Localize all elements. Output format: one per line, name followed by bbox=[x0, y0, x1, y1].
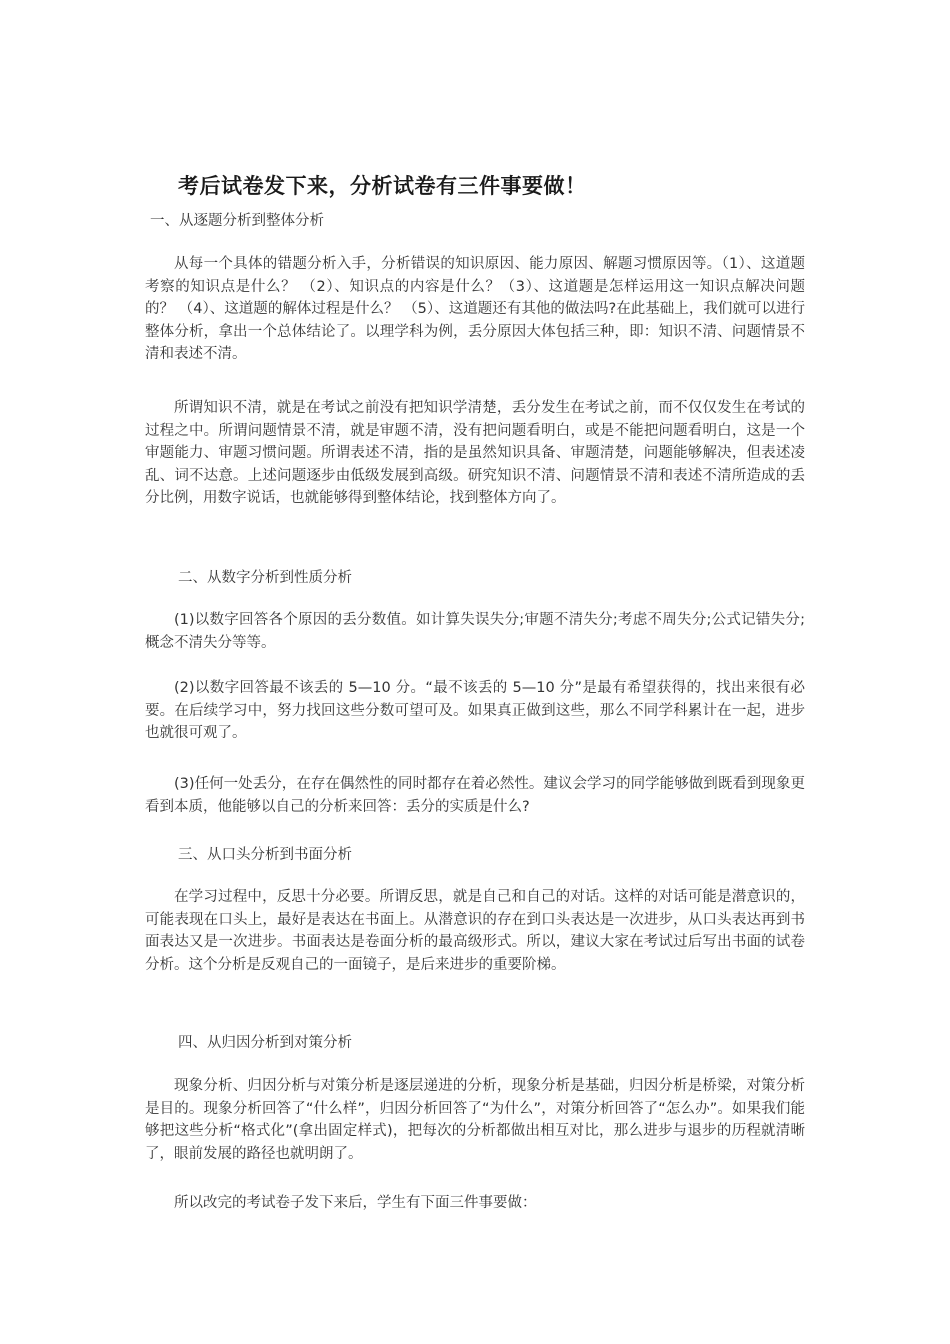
paragraph: 从每一个具体的错题分析入手，分析错误的知识原因、能力原因、解题习惯原因等。（1）、这道题考察的知识点是什么？ （2）、知识点的内容是什么？（3）、这道题是怎样运用这一知识点解决问题的？ （4）、这道题的解体过程是什么？ （5）、这道题还有其他的做法吗?在此基础上，我们就可以进行整体分析，拿出一个总体结论了。以理学科为例，丢分原因大体包括三种，即：知识不清、问题情景不清和表述不清。 bbox=[145, 256, 805, 362]
paragraph: 所谓知识不清，就是在考试之前没有把知识学清楚，丢分发生在考试之前，而不仅仅发生在考试的过程之中。所谓问题情景不清，就是审题不清，没有把问题看明白，或是不能把问题看明白，这是一个审题能力、审题习惯问题。所谓表述不清，指的是虽然知识具备、审题清楚，问题能够解决，但表述凌乱、词不达意。上述问题逐步由低级发展到高级。研究知识不清、问题情景不清和表述不清所造成的丢分比例，用数字说话，也就能够得到整体结论，找到整体方向了。 bbox=[145, 400, 805, 506]
document-title: 考后试卷发下来，分析试卷有三件事要做！ bbox=[178, 174, 587, 198]
section-heading-2: 二、从数字分析到性质分析 bbox=[178, 570, 352, 586]
section-heading-3: 三、从口头分析到书面分析 bbox=[178, 847, 352, 863]
paragraph: (1)以数字回答各个原因的丢分数值。如计算失误失分;审题不清失分;考虑不周失分;公式记错失分;概念不清失分等等。 bbox=[145, 612, 805, 651]
section-heading-4: 四、从归因分析到对策分析 bbox=[178, 1035, 352, 1051]
paragraph: 在学习过程中，反思十分必要。所谓反思，就是自己和自己的对话。这样的对话可能是潜意识的，可能表现在口头上，最好是表达在书面上。从潜意识的存在到口头表达是一次进步，从口头表达再到书面表达又是一次进步。书面表达是卷面分析的最高级形式。所以，建议大家在考试过后写出书面的试卷分析。这个分析是反观自己的一面镜子，是后来进步的重要阶梯。 bbox=[145, 889, 805, 973]
paragraph: (2)以数字回答最不该丢的 5—10 分。“最不该丢的 5—10 分”是最有希望获得的，找出来很有必要。在后续学习中，努力找回这些分数可望可及。如果真正做到这些，那么不同学科累计在一起，进步也就很可观了。 bbox=[145, 680, 805, 741]
paragraph: (3)任何一处丢分，在存在偶然性的同时都存在着必然性。建议会学习的同学能够做到既看到现象更看到本质，他能够以自己的分析来回答：丢分的实质是什么? bbox=[145, 776, 805, 815]
paragraph: 所以改完的考试卷子发下来后，学生有下面三件事要做： bbox=[174, 1195, 537, 1211]
paragraph: 现象分析、归因分析与对策分析是逐层递进的分析，现象分析是基础，归因分析是桥梁，对策分析是目的。现象分析回答了“什么样”，归因分析回答了“为什么”，对策分析回答了“怎么办”。如果我们能够把这些分析“格式化”(拿出固定样式)，把每次的分析都做出相互对比，那么进步与退步的历程就清晰了，眼前发展的路径也就明朗了。 bbox=[145, 1078, 805, 1162]
section-heading-1: 一、从逐题分析到整体分析 bbox=[150, 213, 324, 229]
